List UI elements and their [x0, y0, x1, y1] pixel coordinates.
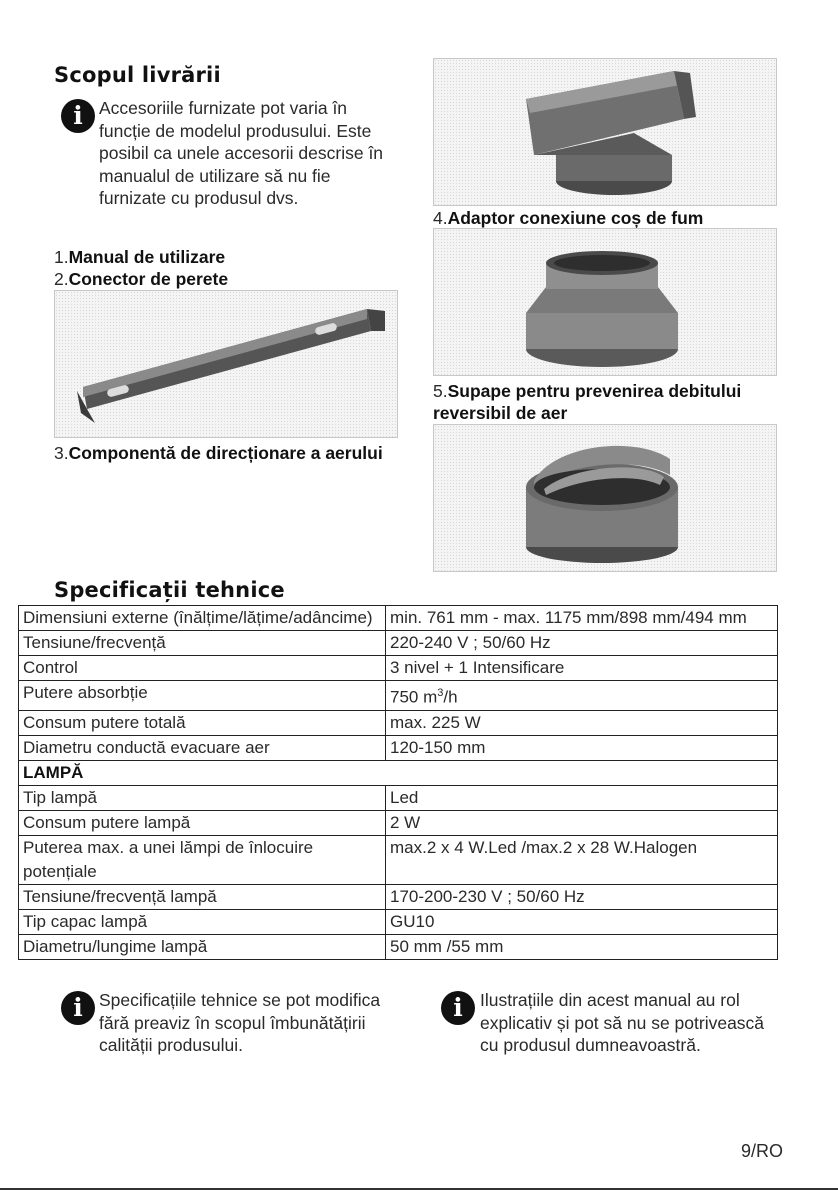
backflow-valve-image: [433, 424, 777, 572]
spec-label: Control: [19, 656, 386, 681]
wall-connector-image: [54, 290, 398, 438]
footer-rule: [0, 1188, 838, 1190]
chimney-adapter-image: [433, 228, 777, 376]
list-item: 2.Conector de perete: [54, 269, 229, 289]
illustrations-note: Ilustrațiile din acest manual au rol explicativ și pot să nu se potrivească cu produsul dumneavoastră.: [480, 990, 765, 1055]
spec-value: 50 mm /55 mm: [386, 934, 778, 959]
list-item: 1.Manual de utilizare: [54, 247, 226, 267]
spec-label: Diametru conductă evacuare aer: [19, 735, 386, 760]
table-row: [19, 760, 778, 785]
delivery-note: Accesoriile furnizate pot varia în funcție de modelul produsului. Este posibil ca unele accesorii descrise în manualul de utilizare să nu fie furnizate cu produsul dvs.: [99, 98, 384, 208]
table-row: [19, 710, 778, 735]
table-row: [19, 681, 778, 711]
air-direction-component-image: [433, 58, 777, 206]
table-row: [19, 909, 778, 934]
list-item: 5.Supape pentru prevenirea debitului reversibil de aer: [433, 381, 742, 423]
spec-label: Putere absorbție: [19, 681, 386, 711]
spec-value: 120-150 mm: [386, 735, 778, 760]
table-row: [19, 934, 778, 959]
specs-title: Specificații tehnice: [54, 578, 285, 602]
spec-label: Puterea max. a unei lămpi de înlocuire potențiale: [19, 835, 386, 884]
spec-label: Tip capac lampă: [19, 909, 386, 934]
table-row: [19, 810, 778, 835]
spec-label: Tensiune/frecvență: [19, 631, 386, 656]
spec-value: GU10: [386, 909, 778, 934]
spec-value: 3 nivel + 1 Intensificare: [386, 656, 778, 681]
delivery-title: Scopul livrării: [54, 63, 221, 87]
table-row: [19, 884, 778, 909]
table-row: [19, 835, 778, 884]
list-item: 3.Componentă de direcționare a aerului: [54, 443, 383, 463]
page-number: 9/RO: [740, 1141, 783, 1161]
spec-value: max.2 x 4 W.Led /max.2 x 28 W.Halogen: [386, 835, 778, 884]
spec-value: max. 225 W: [386, 710, 778, 735]
info-icon: i: [61, 99, 95, 133]
table-row: [19, 735, 778, 760]
spec-label: Diametru/lungime lampă: [19, 934, 386, 959]
spec-label: Consum putere lampă: [19, 810, 386, 835]
info-icon: i: [441, 991, 475, 1025]
table-row: [19, 656, 778, 681]
table-row: [19, 631, 778, 656]
spec-value: Led: [386, 785, 778, 810]
spec-label: Tensiune/frecvență lampă: [19, 884, 386, 909]
table-row: [19, 785, 778, 810]
spec-label: Dimensiuni externe (înălțime/lățime/adâncime): [19, 606, 386, 631]
spec-value: 2 W: [386, 810, 778, 835]
list-item: 4.Adaptor conexiune coș de fum: [433, 208, 704, 228]
spec-value: 750 $m^3/h$: [386, 681, 778, 711]
info-icon: i: [61, 991, 95, 1025]
table-row: [19, 606, 778, 631]
spec-value: 170-200-230 V ; 50/60 Hz: [386, 884, 778, 909]
lamp-section-header: LAMPĂ: [19, 760, 778, 785]
spec-value: min. 761 mm - max. 1175 mm/898 mm/494 mm: [386, 606, 778, 631]
specs-table: [18, 605, 778, 960]
spec-label: Tip lampă: [19, 785, 386, 810]
spec-label: Consum putere totală: [19, 710, 386, 735]
specs-change-note: Specificațiile tehnice se pot modifica fără preaviz în scopul îmbunătățirii calității produsului.: [99, 990, 381, 1055]
spec-value: 220-240 V ; 50/60 Hz: [386, 631, 778, 656]
